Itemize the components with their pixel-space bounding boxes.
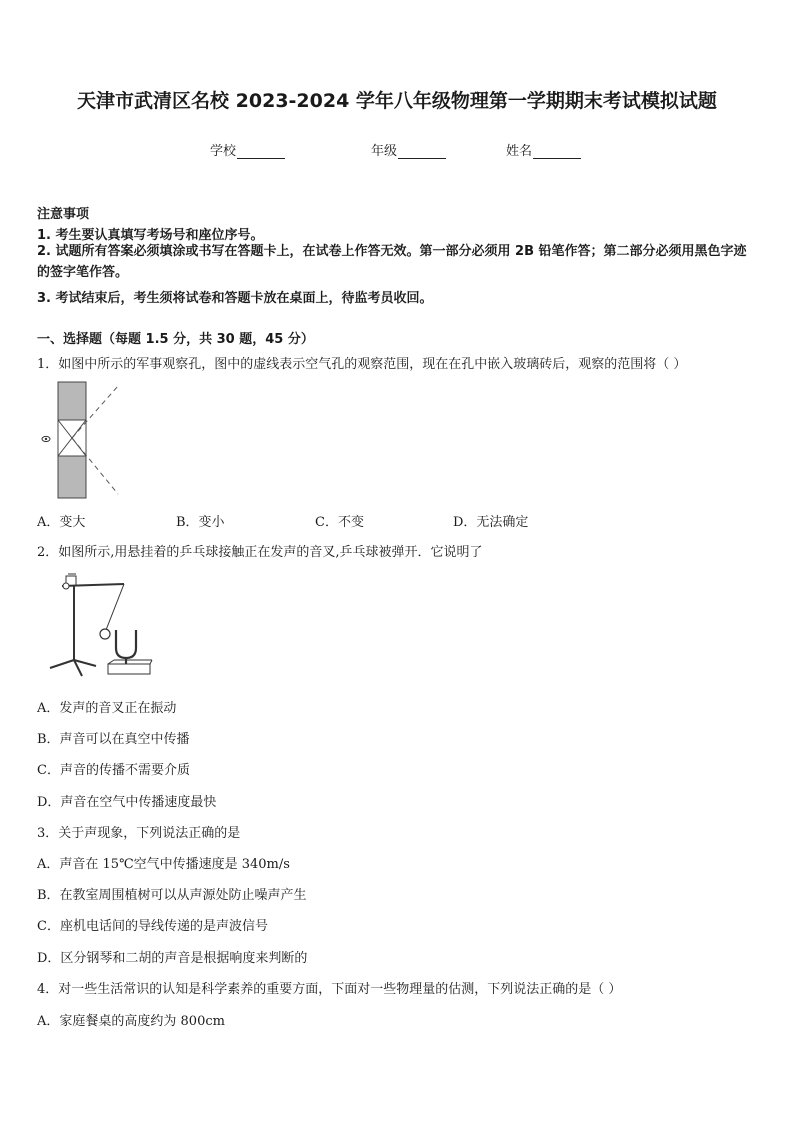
tuning-fork-icon [108, 630, 152, 674]
grade-label: 年级 [371, 144, 398, 159]
name-blank [533, 144, 581, 159]
question-3-option-a[interactable]: A．声音在 15℃空气中传播速度是 340m/s [37, 857, 290, 872]
ping-pong-ball-icon [100, 629, 110, 639]
question-2-stem: 2．如图所示,用悬挂着的乒乓球接触正在发声的音叉,乒乓球被弹开．它说明了 [37, 545, 483, 560]
notes-item-1: 1. 考生要认真填写考场号和座位序号。 [37, 228, 264, 243]
question-1-option-b[interactable]: B．变小 [176, 515, 225, 530]
question-3-option-d[interactable]: D．区分钢琴和二胡的声音是根据响度来判断的 [37, 951, 308, 966]
question-3-option-b[interactable]: B．在教室周围植树可以从声源处防止噪声产生 [37, 888, 307, 903]
grade-field[interactable] [371, 140, 446, 159]
name-label: 姓名 [506, 144, 533, 159]
exam-title: 天津市武清区名校 2023-2024 学年八年级物理第一学期期末考试模拟试题 [77, 90, 717, 112]
student-info-fields [0, 140, 794, 160]
question-4-stem: 4．对一些生活常识的认知是科学素养的重要方面，下面对一些物理量的估测，下列说法正确的是（ ） [37, 982, 622, 997]
tuning-fork-figure [44, 568, 154, 680]
question-1-option-c[interactable]: C．不变 [315, 515, 364, 530]
eye-icon [42, 436, 50, 441]
question-2-option-d[interactable]: D．声音在空气中传播速度最快 [37, 795, 217, 810]
question-2-option-c[interactable]: C．声音的传播不需要介质 [37, 763, 190, 778]
school-blank [237, 144, 285, 159]
name-field[interactable] [506, 140, 581, 159]
notes-item-3: 3. 考试结束后，考生须将试卷和答题卡放在桌面上，待监考员收回。 [37, 291, 433, 306]
question-1-stem: 1．如图中所示的军事观察孔，图中的虚线表示空气孔的观察范围，现在在孔中嵌入玻璃砖后，观察的范围将（ ） [37, 357, 687, 372]
school-field[interactable] [210, 140, 285, 159]
question-2-option-b[interactable]: B．声音可以在真空中传播 [37, 732, 190, 747]
question-1-option-a[interactable]: A．变大 [37, 515, 86, 530]
question-3-option-c[interactable]: C．座机电话间的导线传递的是声波信号 [37, 919, 268, 934]
question-3-stem: 3．关于声现象，下列说法正确的是 [37, 826, 241, 841]
question-2-option-a[interactable]: A．发声的音叉正在振动 [37, 701, 177, 716]
grade-blank [398, 144, 446, 159]
observation-hole-figure [36, 380, 126, 502]
question-1-option-d[interactable]: D．无法确定 [453, 515, 529, 530]
notes-heading: 注意事项 [37, 207, 90, 222]
school-label: 学校 [210, 144, 237, 159]
notes-item-2: 2. 试题所有答案必须填涂或书写在答题卡上，在试卷上作答无效。第一部分必须用 2B 铅笔作答；第二部分必须用黑色字迹的签字笔作答。 [37, 244, 747, 280]
question-4-option-a[interactable]: A．家庭餐桌的高度约为 800cm [37, 1014, 225, 1029]
section-heading: 一、选择题（每题 1.5 分，共 30 题，45 分） [37, 332, 314, 347]
